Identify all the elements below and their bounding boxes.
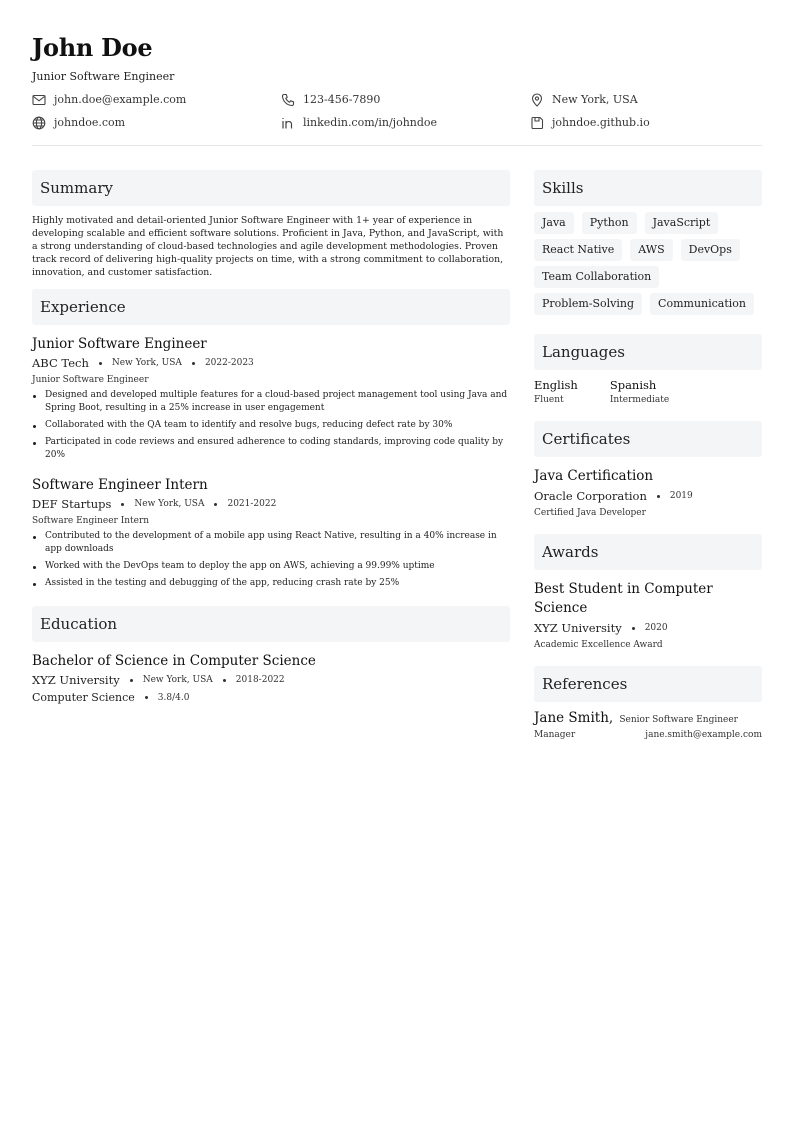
award-item: [534, 580, 762, 650]
job-dates: 2021-2022: [227, 499, 277, 509]
certificate-issuer: Oracle Corporation: [534, 489, 647, 503]
skill-chip: Team Collaboration: [534, 266, 659, 288]
contact-website[interactable]: [32, 114, 281, 131]
header-divider: [32, 145, 762, 146]
location-icon: [530, 93, 544, 107]
location-text: New York, USA: [552, 93, 638, 106]
job-bullet: Collaborated with the QA team to identify and resolve bugs, reducing defect rate by 30%: [32, 419, 510, 432]
job-role: Software Engineer Intern: [32, 516, 150, 526]
languages-list: [534, 378, 762, 405]
field-of-study: Computer Science: [32, 691, 135, 704]
contact-linkedin[interactable]: [281, 114, 530, 131]
candidate-headline: Junior Software Engineer: [32, 70, 175, 83]
certificate-desc: Certified Java Developer: [534, 508, 646, 518]
skill-chip: Problem-Solving: [534, 293, 642, 315]
reference-relation: Manager: [534, 730, 576, 740]
job-location: New York, USA: [111, 358, 182, 368]
skills-list: [534, 212, 762, 320]
skill-chip: AWS: [630, 239, 672, 261]
job-bullets: [32, 389, 510, 462]
education-heading: Education: [32, 606, 510, 642]
contact-email[interactable]: [32, 91, 281, 108]
skill-chip: JavaScript: [645, 212, 719, 234]
contact-github[interactable]: [530, 114, 762, 131]
experience-item: [32, 476, 510, 590]
language-name: Spanish: [609, 378, 657, 392]
linkedin-icon: [281, 116, 295, 130]
job-bullet: Worked with the DevOps team to deploy the app on AWS, achieving a 99.99% uptime: [32, 560, 510, 573]
separator-dot: [130, 679, 133, 682]
education-details: [32, 691, 510, 704]
language-level: Fluent: [534, 395, 564, 405]
separator-dot: [145, 696, 148, 699]
github-icon: [530, 116, 544, 130]
separator-dot: [192, 362, 195, 365]
summary-heading: Summary: [32, 170, 510, 206]
separator-dot: [657, 495, 660, 498]
education-meta: [32, 673, 510, 687]
separator-dot: [632, 627, 635, 630]
separator-dot: [121, 503, 124, 506]
separator-dot: [223, 679, 226, 682]
reference-role: Senior Software Engineer: [619, 715, 738, 725]
award-issuer: XYZ University: [534, 621, 622, 635]
email-text: john.doe@example.com: [54, 93, 187, 106]
main-column: [32, 170, 510, 704]
phone-icon: [281, 93, 295, 107]
education-dates: 2018-2022: [235, 675, 285, 685]
reference-item: [534, 710, 762, 726]
separator-dot: [99, 362, 102, 365]
school-location: New York, USA: [142, 675, 213, 685]
separator-dot: [214, 503, 217, 506]
job-bullets: [32, 530, 510, 590]
award-title: Best Student in Computer Science: [534, 581, 713, 616]
job-company: DEF Startups: [32, 497, 112, 511]
reference-email[interactable]: jane.smith@example.com: [645, 730, 762, 740]
job-bullet: Designed and developed multiple features for a cloud-based project management tool using Java and Spring Boot, resulting in a 25% increase in user engagement: [32, 389, 510, 415]
job-meta: [32, 497, 510, 511]
references-heading: References: [534, 666, 762, 702]
certificate-item: [534, 467, 762, 518]
award-year: 2020: [644, 623, 668, 633]
side-column: [534, 170, 762, 740]
linkedin-text: linkedin.com/in/johndoe: [303, 116, 438, 129]
contact-location: [530, 91, 762, 108]
summary-text: Highly motivated and detail-oriented Junior Software Engineer with 1+ year of experience in developing scalable and efficient software solutions. Proficient in Java, Python, and JavaScript, with a strong understanding of cloud-based technologies and agile development methodologies. Proven track record of delivering high-quality projects on time, with a strong commitment to collaboration, innovation, and customer satisfaction.: [32, 215, 504, 278]
skill-chip: Java: [534, 212, 574, 234]
skill-chip: DevOps: [681, 239, 740, 261]
job-bullet: Participated in code reviews and ensured adherence to coding standards, improving code quality by 20%: [32, 436, 510, 462]
gpa: 3.8/4.0: [157, 692, 190, 703]
website-text: johndoe.com: [54, 116, 126, 129]
contact-phone[interactable]: [281, 91, 530, 108]
education-item: [32, 652, 510, 704]
job-dates: 2022-2023: [204, 358, 254, 368]
certificates-heading: Certificates: [534, 421, 762, 457]
skill-chip: Communication: [650, 293, 754, 315]
phone-text: 123-456-7890: [303, 93, 381, 106]
candidate-name: John Doe: [32, 33, 153, 62]
globe-icon: [32, 116, 46, 130]
job-role: Junior Software Engineer: [32, 375, 149, 385]
job-location: New York, USA: [134, 499, 205, 509]
experience-heading: Experience: [32, 289, 510, 325]
language-item: [534, 378, 578, 405]
awards-heading: Awards: [534, 534, 762, 570]
reference-name: Jane Smith,: [534, 710, 614, 726]
language-name: English: [534, 378, 578, 392]
experience-item: [32, 335, 510, 462]
skill-chip: React Native: [534, 239, 622, 261]
skill-chip: Python: [582, 212, 637, 234]
award-meta: [534, 621, 762, 635]
award-desc: Academic Excellence Award: [534, 640, 663, 650]
certificate-title: Java Certification: [534, 468, 654, 484]
job-title: Software Engineer Intern: [32, 477, 208, 493]
languages-heading: Languages: [534, 334, 762, 370]
job-bullet: Assisted in the testing and debugging of the app, reducing crash rate by 25%: [32, 577, 510, 590]
reference-details: [534, 730, 762, 740]
certificate-meta: [534, 489, 762, 503]
certificate-year: 2019: [669, 491, 693, 501]
job-bullet: Contributed to the development of a mobile app using React Native, resulting in a 40% increase in app downloads: [32, 530, 510, 556]
resume-header: [32, 34, 762, 131]
school-name: XYZ University: [32, 673, 120, 687]
degree-title: Bachelor of Science in Computer Science: [32, 653, 316, 669]
language-level: Intermediate: [609, 395, 670, 405]
job-company: ABC Tech: [32, 356, 89, 370]
mail-icon: [32, 93, 46, 107]
github-text: johndoe.github.io: [552, 116, 650, 129]
job-title: Junior Software Engineer: [32, 336, 207, 352]
job-meta: [32, 356, 510, 370]
contact-grid: [32, 91, 762, 131]
language-item: [610, 378, 669, 405]
skills-heading: Skills: [534, 170, 762, 206]
